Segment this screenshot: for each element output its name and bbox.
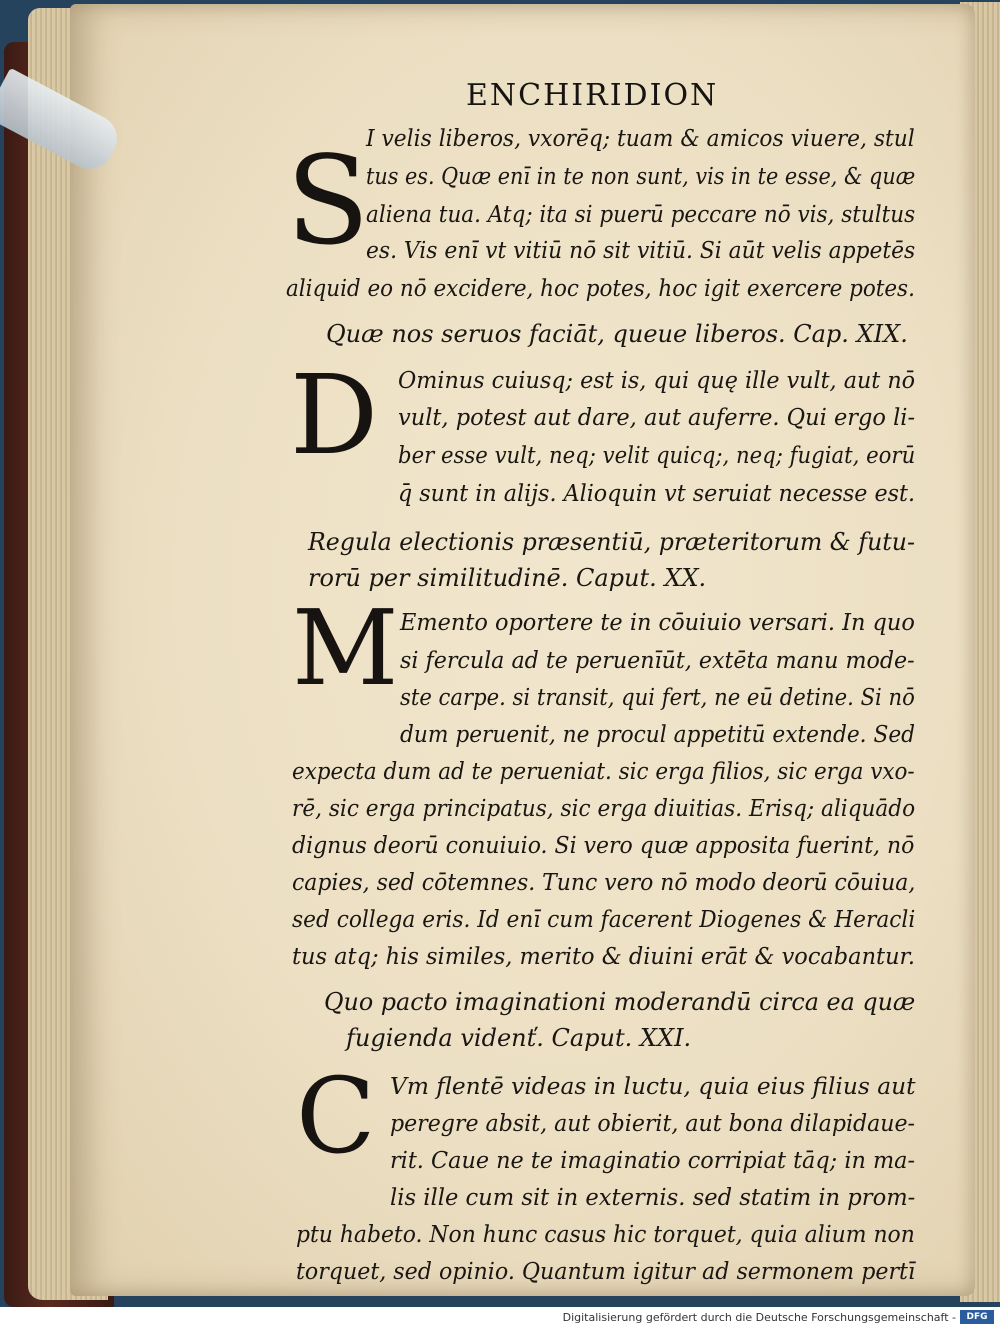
running-head: ENCHIRIDION xyxy=(466,78,719,113)
chapter-heading: Quæ nos seruos faciāt, queue liberos. Cap. XIX. xyxy=(326,320,908,348)
text-line: capies, sed cōtemnes. Tunc vero nō modo deorū cōuiua, xyxy=(292,868,916,896)
text-line: sed collega eris. Id enī cum facerent Diogenes & Heracli xyxy=(292,905,916,933)
text-line: peregre absit, aut obierit, aut bona dilapidaue- xyxy=(390,1109,916,1137)
funding-notice: Digitalisierung gefördert durch die Deutsche Forschungsgemeinschaft - xyxy=(562,1311,956,1324)
text-line: rit. Caue ne te imaginatio corripiat tāq; in ma- xyxy=(390,1146,916,1174)
text-line: si fercula ad te peruenīūt, extēta manu mode- xyxy=(400,646,915,674)
initial-s: S xyxy=(286,130,370,272)
text-line: vult, potest aut dare, aut auferre. Qui ergo li- xyxy=(398,403,916,431)
text-line: expecta dum ad te perueniat. sic erga filios, sic erga vxo- xyxy=(292,757,915,785)
text-line: dignus deorū conuiuio. Si vero quæ apposita fuerint, nō xyxy=(292,831,915,859)
text-line: Vm flentē videas in luctu, quia eius filius aut xyxy=(390,1072,916,1100)
chapter-heading: Regula electionis præsentiū, præteritorum & futu- xyxy=(308,528,915,556)
text-line: dum peruenit, ne procul appetitū extende. Sed xyxy=(400,720,916,748)
text-line: es. Vis enī vt vitiū nō sit vitiū. Si aūt velis appetēs xyxy=(366,236,916,264)
text-line: ste carpe. si transit, qui fert, ne eū detine. Si nō xyxy=(400,683,915,711)
text-line: torquet, sed opinio. Quantum igitur ad sermonem pertī xyxy=(296,1257,916,1285)
text-line: Emento oportere te in cōuiuio versari. In quo xyxy=(400,608,915,636)
text-line: q̄ sunt in alijs. Alioquin vt seruiat necesse est. xyxy=(398,479,916,507)
initial-m: M xyxy=(292,587,399,709)
text-line: aliquid eo nō excidere, hoc potes, hoc igit exercere potes. xyxy=(286,274,915,302)
text-line: I velis liberos, vxorēq; tuam & amicos viuere, stul xyxy=(366,124,915,152)
text-line: Ominus cuiusq; est is, qui quę ille vult, aut nō xyxy=(398,366,916,394)
text-line: aliena tua. Atq; ita si puerū peccare nō vis, stultus xyxy=(366,200,916,228)
dfg-logo: DFG xyxy=(960,1310,994,1324)
text-line: tus es. Quæ enī in te non sunt, vis in te esse, & quæ xyxy=(366,162,916,190)
chapter-heading: fugienda videnť. Caput. XXI. xyxy=(346,1024,692,1052)
initial-c: C xyxy=(296,1055,376,1177)
text-line: ptu habeto. Non hunc casus hic torquet, quia alium non xyxy=(296,1220,915,1248)
chapter-heading: Quo pacto imaginationi moderandū circa ea quæ xyxy=(324,988,916,1016)
text-line: lis ille cum sit in externis. sed statim in prom- xyxy=(390,1183,916,1211)
chapter-heading: rorū per similitudinē. Caput. XX. xyxy=(308,564,707,592)
text-line: rē, sic erga principatus, sic erga diuitias. Erisq; aliquādo xyxy=(292,794,916,822)
text-line: ber esse vult, neq; velit quicq;, neq; fugiat, eorū xyxy=(398,441,916,469)
initial-d: D xyxy=(290,351,379,479)
text-line: tus atq; his similes, merito & diuini erāt & vocabantur. xyxy=(292,942,915,970)
footer-bar xyxy=(0,1307,1000,1329)
